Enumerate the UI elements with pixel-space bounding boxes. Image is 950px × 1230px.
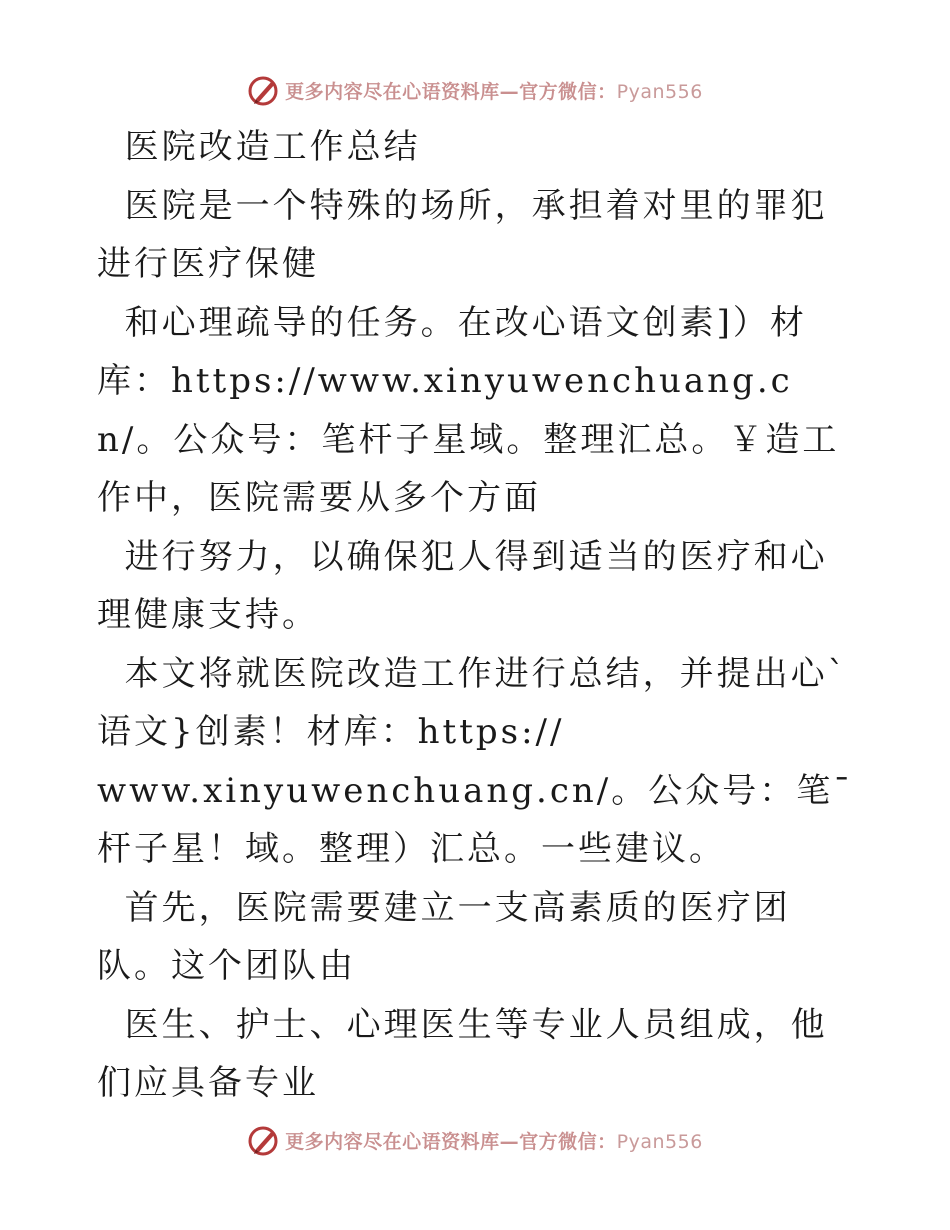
document-body: [97, 118, 857, 1113]
doc-title: 医院改造工作总结: [97, 127, 421, 167]
header-watermark: [0, 70, 950, 110]
paragraph: 和心理疏导的任务。在改心语文创素]）材库：https://www.xinyuwenchuang.cn/。公众号：笔杆子星域。整理汇总。￥造工作中，医院需要从多个方面: [97, 302, 840, 518]
pen-logo-icon: [247, 73, 281, 107]
paragraph: 本文将就医院改造工作进行总结，并提出心`语文}创素！材库：https:// www.xinyuwenchuang.cn/。公众号：笔¯杆子星！域。整理）汇总。一些建议。: [97, 653, 854, 869]
footer-watermark: [0, 1120, 950, 1160]
wechat-id: Pyan556: [616, 1130, 703, 1153]
paragraph: 首先，医院需要建立一支高素质的医疗团队。这个团队由: [97, 887, 791, 986]
wechat-id: Pyan556: [616, 80, 703, 103]
pen-logo-icon: [247, 1123, 281, 1157]
paragraph: 医生、护士、心理医生等专业人员组成，他们应具备专业: [97, 1004, 828, 1103]
watermark-text: 更多内容尽在心语资料库—官方微信：Pyan556: [285, 1130, 703, 1153]
watermark-text: 更多内容尽在心语资料库—官方微信：Pyan556: [285, 80, 703, 103]
paragraph: 医院是一个特殊的场所，承担着对里的罪犯进行医疗保健: [97, 185, 828, 284]
paragraph: 进行努力，以确保犯人得到适当的医疗和心理健康支持。: [97, 536, 828, 635]
